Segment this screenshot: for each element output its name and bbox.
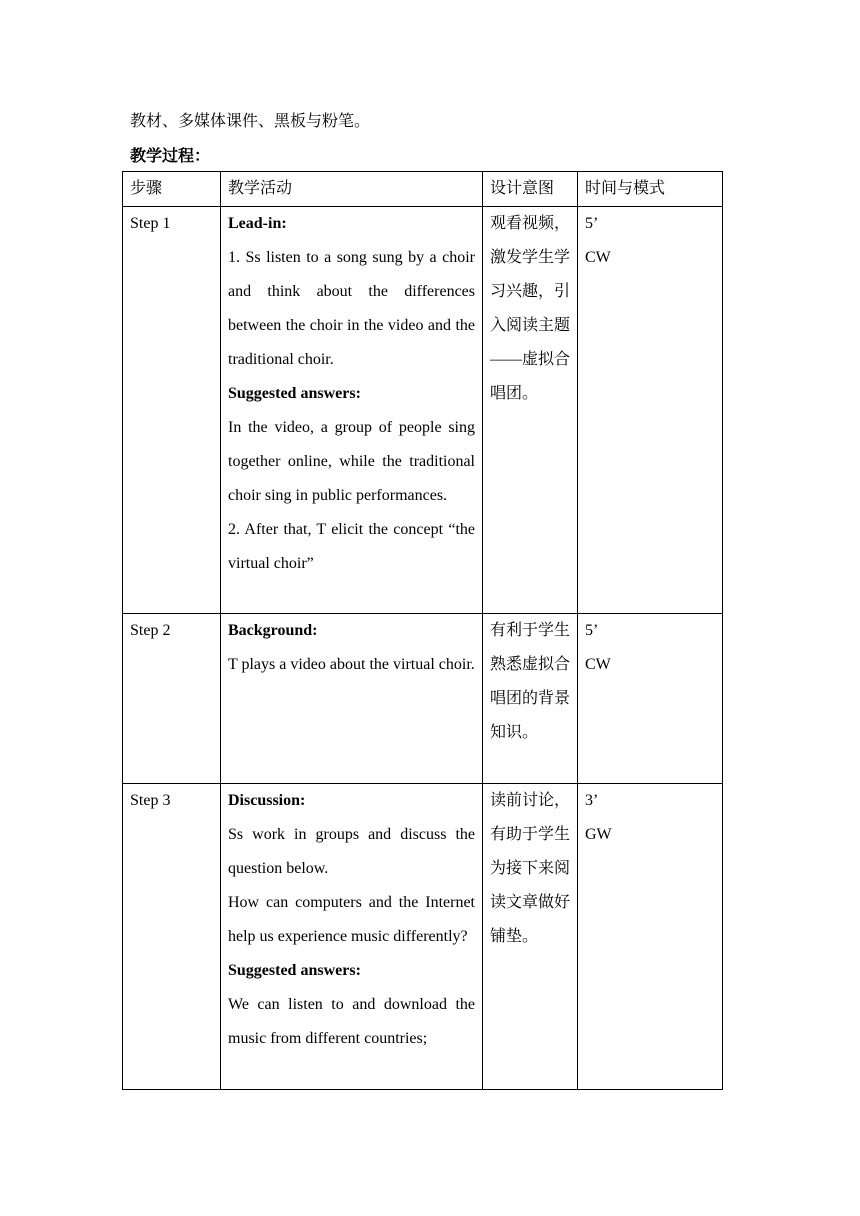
teaching-process-heading: 教学过程： <box>130 148 211 165</box>
step-cell: Step 3 <box>123 784 221 1090</box>
activity-paragraph: In the video, a group of people sing together online, while the traditional choir sing in public performances. <box>228 419 475 504</box>
step-cell: Step 1 <box>123 207 221 614</box>
time-mode-cell <box>578 207 723 614</box>
activity-cell <box>221 207 483 614</box>
header-step: 步骤 <box>123 172 221 207</box>
activity-paragraph: We can listen to and download the music from different countries; <box>228 996 475 1047</box>
header-intent: 设计意图 <box>483 172 578 207</box>
time-value: 3’ <box>585 792 599 809</box>
activity-paragraph: 1. Ss listen to a song sung by a choir and think about the differences between the choir in the video and the traditional choir. <box>228 249 475 368</box>
table-row <box>123 614 723 784</box>
header-activity: 教学活动 <box>221 172 483 207</box>
time-value: 5’ <box>585 215 599 232</box>
intent-cell: 观看视频，激发学生学习兴趣，引入阅读主题——虚拟合唱团。 <box>483 207 578 614</box>
table-row <box>123 784 723 1090</box>
table-row <box>123 207 723 614</box>
lesson-plan-table <box>122 171 723 1090</box>
step-cell: Step 2 <box>123 614 221 784</box>
activity-title: Background: <box>228 622 318 639</box>
activity-paragraph: Ss work in groups and discuss the question below. <box>228 826 475 877</box>
activity-title: Lead-in: <box>228 215 287 232</box>
intent-cell: 有利于学生熟悉虚拟合唱团的背景知识。 <box>483 614 578 784</box>
activity-cell <box>221 784 483 1090</box>
activity-paragraph: T plays a video about the virtual choir. <box>228 656 475 673</box>
intent-cell: 读前讨论，有助于学生为接下来阅读文章做好铺垫。 <box>483 784 578 1090</box>
time-value: 5’ <box>585 622 599 639</box>
mode-value: CW <box>585 249 611 266</box>
header-time-mode: 时间与模式 <box>578 172 723 207</box>
activity-title: Discussion: <box>228 792 306 809</box>
activity-cell <box>221 614 483 784</box>
table-header-row <box>123 172 723 207</box>
suggested-answers-label: Suggested answers: <box>228 962 361 979</box>
mode-value: GW <box>585 826 612 843</box>
suggested-answers-label: Suggested answers: <box>228 385 361 402</box>
time-mode-cell <box>578 614 723 784</box>
time-mode-cell <box>578 784 723 1090</box>
activity-paragraph: How can computers and the Internet help us experience music differently? <box>228 894 475 945</box>
materials-line: 教材、多媒体课件、黑板与粉笔。 <box>130 113 371 130</box>
activity-paragraph: 2. After that, T elicit the concept “the virtual choir” <box>228 521 475 572</box>
mode-value: CW <box>585 656 611 673</box>
